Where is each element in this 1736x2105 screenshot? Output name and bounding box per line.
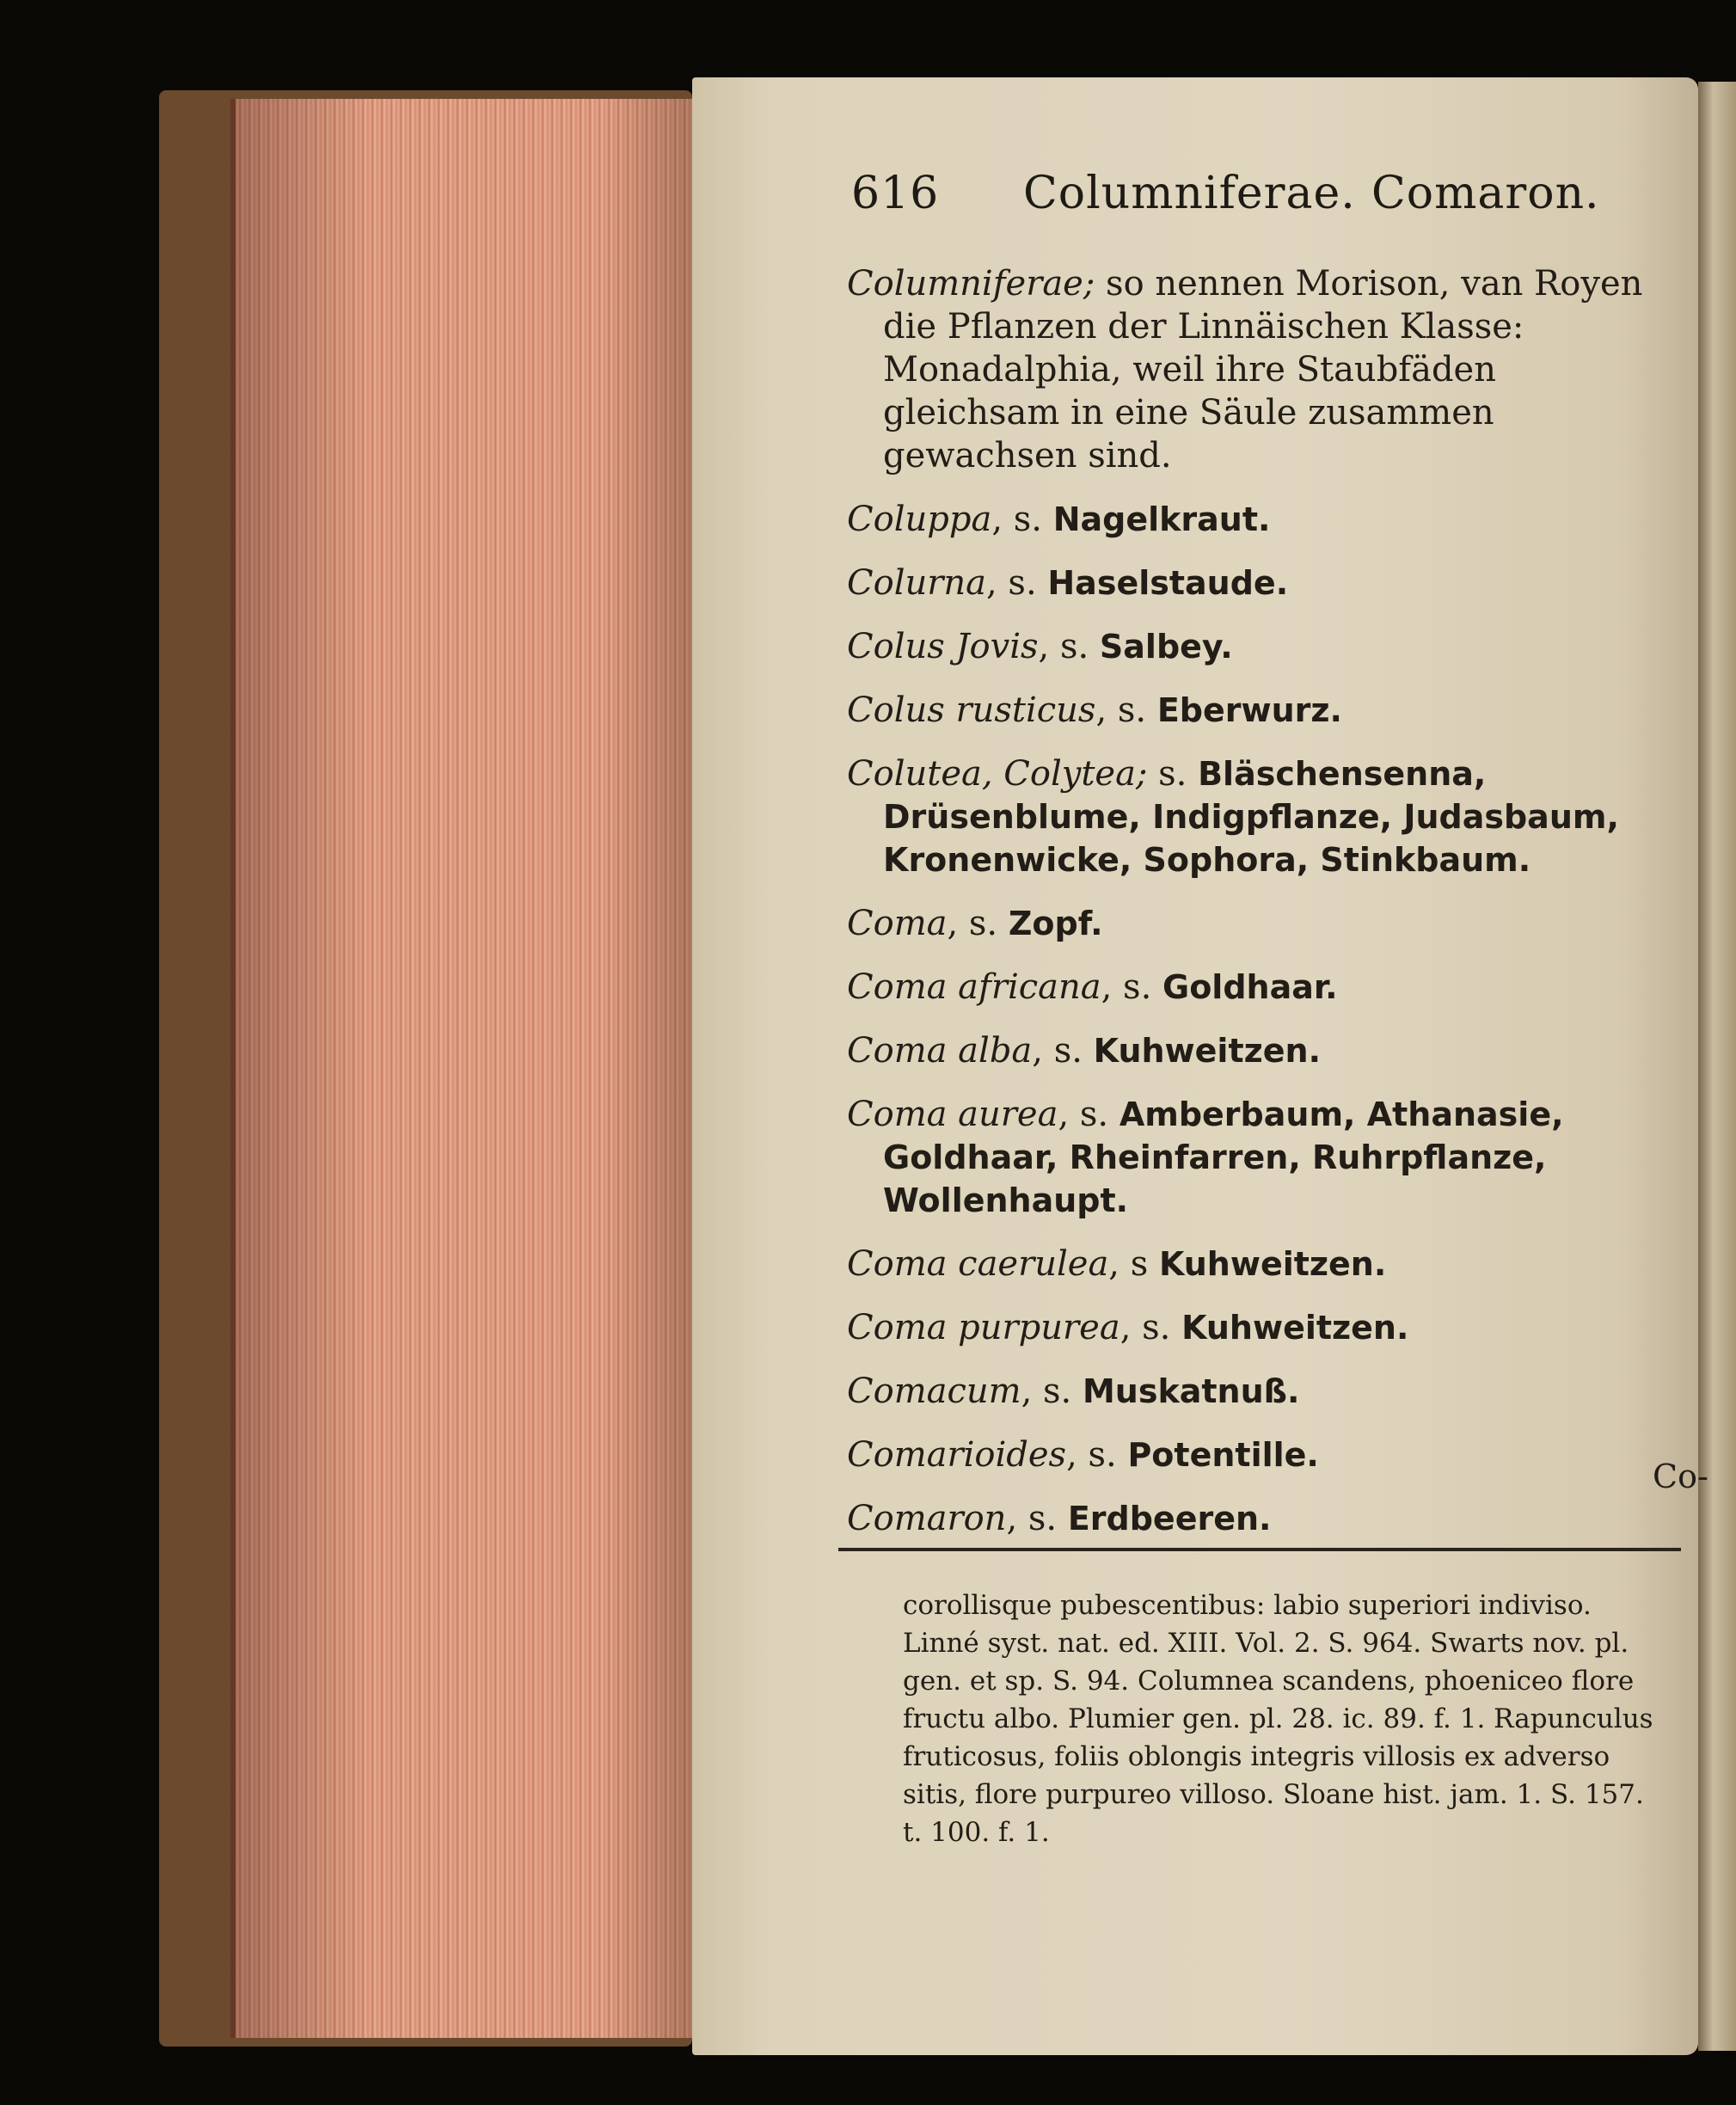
entry-coma-aurea	[847, 1093, 1655, 1222]
entry-text: , s.	[1032, 1031, 1094, 1071]
entry-coma-caerulea	[847, 1243, 1655, 1286]
entry-term: Coma caerulea	[847, 1244, 1109, 1284]
entry-text: , s.	[991, 500, 1053, 539]
entry-reference: Salbey.	[1099, 628, 1233, 666]
entry-reference: Muskatnuß.	[1082, 1372, 1300, 1410]
entry-colutea	[847, 752, 1655, 881]
entry-term: Coma africana	[847, 967, 1101, 1007]
entry-term: Comarioides	[847, 1435, 1067, 1475]
entry-text: , s.	[1021, 1372, 1083, 1411]
catchword: Co-	[1653, 1458, 1708, 1495]
entry-text: , s.	[947, 904, 1009, 943]
entry-reference: Nagelkraut.	[1052, 500, 1271, 538]
entry-reference: Goldhaar.	[1162, 968, 1338, 1006]
entry-reference: Kuhweitzen.	[1158, 1245, 1387, 1283]
entry-term: Colus rusticus	[847, 690, 1096, 730]
entry-reference: Haselstaude.	[1047, 564, 1289, 602]
entry-text: , s.	[1006, 1499, 1068, 1538]
entry-text: , s.	[1120, 1308, 1182, 1347]
entry-text: , s.	[985, 563, 1048, 603]
entry-term: Comaron	[847, 1499, 1007, 1538]
entry-coma	[847, 902, 1655, 945]
entry-term: Columniferae;	[847, 264, 1095, 304]
entry-colus-rusticus	[847, 689, 1655, 732]
entry-coma-africana	[847, 966, 1655, 1009]
entry-term: Coma purpurea	[847, 1308, 1120, 1347]
page-number: 616	[851, 168, 940, 219]
entry-reference: Zopf.	[1008, 905, 1103, 942]
footnote: corollisque pubescentibus: labio superiori indiviso. Linné syst. nat. ed. XIII. Vol. 2. S. 964. Swarts nov. pl. gen. et sp. S. 94. Columnea scandens, phoeniceo flore fructu albo. Plumier gen. pl. 28. ic. 89. f. 1. Rapunculus fruticosus, foliis oblongis integris villosis ex adverso sitis, flore purpureo villoso. Sloane hist. jam. 1. S. 157. t. 100. f. 1.	[903, 1590, 1653, 1848]
entry-coma-alba	[847, 1029, 1655, 1072]
entry-term: Coma	[847, 904, 948, 943]
dictionary-entries	[847, 262, 1655, 1561]
next-page-edge	[1698, 82, 1736, 2051]
entry-reference: Bläschensenna, Drüsenblume, Indigpflanze, Judasbaum, Kronenwicke, Sophora, Stinkbaum.	[883, 755, 1619, 879]
entry-comaron	[847, 1497, 1655, 1540]
entry-text: , s.	[1101, 967, 1162, 1007]
entry-term: Colutea, Colytea;	[847, 754, 1148, 794]
entry-reference: Erdbeeren.	[1067, 1500, 1272, 1537]
entry-text: , s.	[1095, 690, 1157, 730]
entry-colurna	[847, 562, 1655, 604]
entry-term: Coma alba	[847, 1031, 1033, 1071]
entry-text: , s.	[1058, 1095, 1120, 1134]
entry-term: Coluppa	[847, 500, 992, 539]
entry-term: Colurna	[847, 563, 986, 603]
header-title-right: Comaron.	[1371, 168, 1600, 219]
entry-reference: Eberwurz.	[1156, 691, 1342, 729]
fore-edge-shading	[230, 99, 695, 2038]
entry-term: Coma aurea	[847, 1095, 1058, 1134]
entry-colus-jovis	[847, 625, 1655, 668]
entry-text: s.	[1147, 754, 1199, 794]
entry-term: Comacum	[847, 1372, 1021, 1411]
entry-text: , s.	[1066, 1435, 1128, 1475]
entry-reference: Kuhweitzen.	[1181, 1309, 1409, 1347]
entry-term: Colus Jovis	[847, 627, 1039, 666]
entry-coluppa	[847, 498, 1655, 541]
entry-text: so nennen Morison, van Royen die Pflanzen der Linnäischen Klasse: Monadalphia, weil ihre Staubfäden gleichsam in eine Säule zusammen gewachsen sind.	[883, 264, 1643, 476]
entry-comacum	[847, 1370, 1655, 1413]
entry-columniferae	[847, 262, 1655, 477]
running-header	[851, 168, 1608, 228]
entry-text: , s.	[1038, 627, 1100, 666]
entry-reference: Amberbaum, Athanasie, Goldhaar, Rheinfarren, Ruhrpflanze, Wollenhaupt.	[883, 1095, 1564, 1219]
header-title-left: Columniferae.	[1023, 168, 1356, 219]
entry-text: , s	[1108, 1244, 1159, 1284]
footnote-rule	[838, 1548, 1681, 1551]
entry-reference: Potentille.	[1127, 1436, 1319, 1474]
entry-coma-purpurea	[847, 1306, 1655, 1349]
entry-comarioides	[847, 1433, 1655, 1476]
entry-reference: Kuhweitzen.	[1093, 1032, 1322, 1070]
